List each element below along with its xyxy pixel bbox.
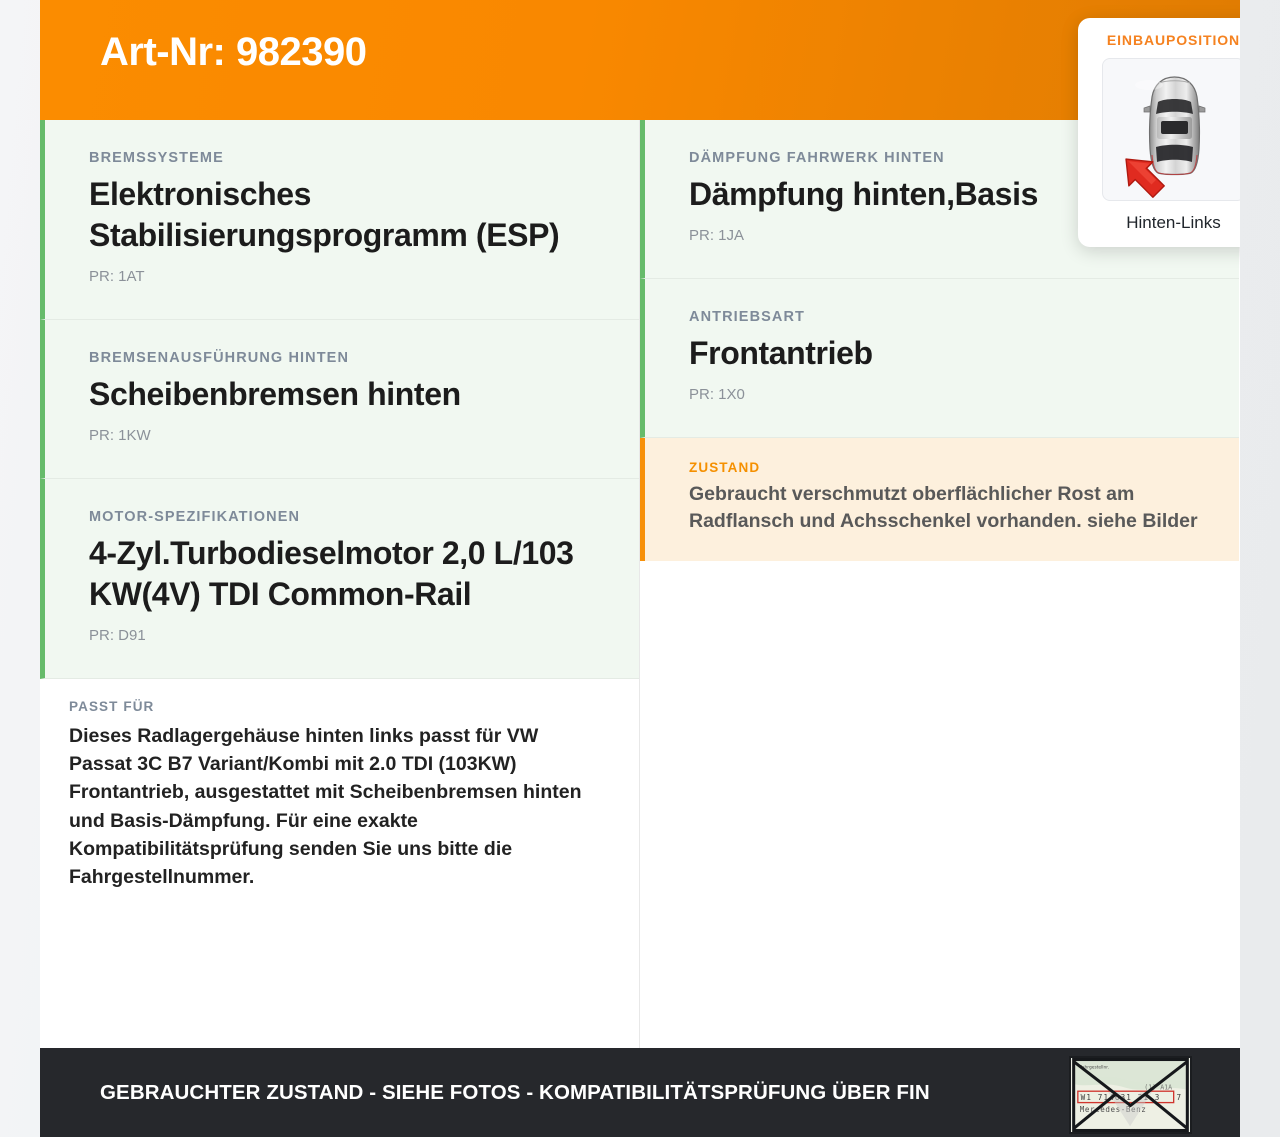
red-arrow-icon [1113,146,1173,201]
spec-label: BREMSSYSTEME [89,150,224,166]
einbauposition-title: EINBAUPOSITION [1106,32,1240,48]
spec-card-motor-spezifikationen [40,479,639,679]
document-brand-label: Mercedes-Benz [1079,1105,1147,1115]
spec-card-bremsenausfuehrung-hinten [40,320,639,479]
spec-value: Dämpfung hinten,Basis [689,176,1038,212]
condition-description: Gebraucht verschmutzt oberflächlicher Rost am Radflansch und Achsschenkel vorhanden. siehe Bilder [689,482,1198,532]
document-field-label: Fahrgestellnr. [1079,1065,1110,1071]
status-badge: ZUSTAND [689,459,761,475]
svg-text:(1) A1A: (1) A1A [1144,1083,1173,1092]
spec-card-antriebsart [640,279,1239,438]
spec-pr-code: PR: 1JA [689,226,745,244]
fitment-description: Dieses Radlagergehäuse hinten links passt für VW Passat 3C B7 Variant/Kombi mit 2.0 TDI (103KW) Frontantrieb, ausgestattet mit Scheibenbremsen hinten und Basis-Dämpfung. Für eine exakte Kompatibilitätsprüfung senden Sie uns bitte die Fahrgestellnummer. [69,724,582,889]
spec-pr-code: PR: 1AT [89,267,145,285]
spec-value: Elektronisches Stabilisierungsprogramm (ESP) [89,176,560,253]
spec-pr-code: PR: 1X0 [689,385,745,403]
vehicle-registration-envelope-icon [1069,1056,1192,1134]
einbauposition-card [1078,18,1240,247]
spec-pr-code: PR: D91 [89,626,146,644]
spec-label: ANTRIEBSART [689,308,806,325]
page-footer [40,1048,1240,1137]
car-position-image [1102,58,1240,201]
spec-label: BREMSENAUSFÜHRUNG HINTEN [89,349,350,366]
spec-card-zustand [640,438,1239,561]
spec-label: PASST FÜR [69,698,155,714]
spec-label: DÄMPFUNG FAHRWERK HINTEN [689,150,945,166]
footer-notice: GEBRAUCHTER ZUSTAND - SIEHE FOTOS - KOMPATIBILITÄTSPRÜFUNG ÜBER FIN [100,1080,930,1104]
left-column [40,120,640,1048]
spec-value: 4-Zyl.Turbodieselmotor 2,0 L/103 KW(4V) TDI Common-Rail [89,534,583,612]
spec-pr-code: PR: 1KW [89,426,151,444]
page-title: Art-Nr: 982390 [100,30,367,74]
einbauposition-caption: Hinten-Links [1126,213,1221,232]
spec-value: Frontantrieb [689,334,873,371]
svg-text:7: 7 [1176,1093,1182,1103]
page-header [40,0,1240,120]
spec-card-bremssysteme [40,120,639,320]
spec-columns [40,120,1240,1048]
spec-card-passt-fuer [40,679,639,916]
right-column [640,120,1239,1048]
spec-label: MOTOR-SPEZIFIKATIONEN [89,508,301,525]
content-sheet [40,0,1240,1137]
spec-value: Scheibenbremsen hinten [89,375,461,412]
document-vin-label: W1 714631 31 3 [1080,1093,1161,1103]
